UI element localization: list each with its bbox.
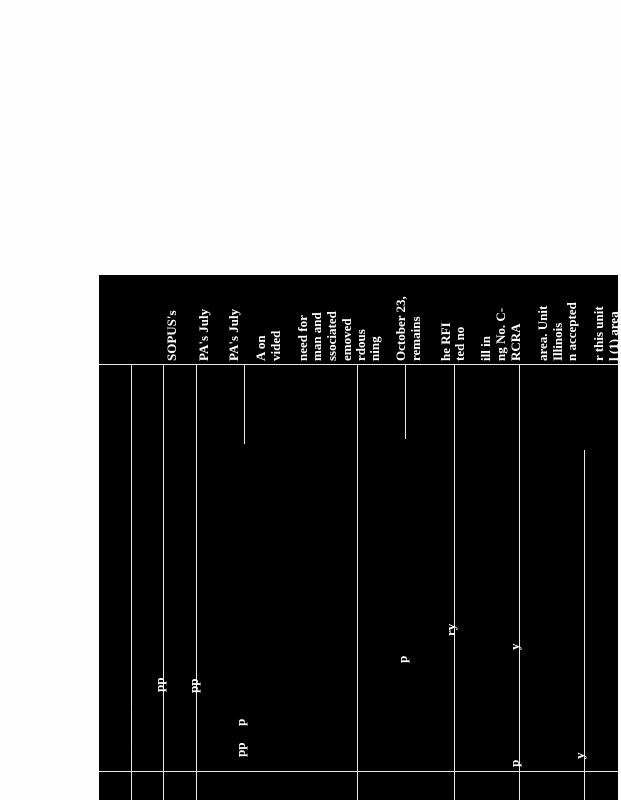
column-divider [131,364,132,800]
header-text: area. Unit [535,305,550,361]
body-fragment: y [507,643,522,650]
header-text: October 23, [393,296,408,361]
column-divider [405,364,406,439]
column-divider [357,364,358,800]
header-text: ted no [452,326,467,361]
column-divider [163,364,164,800]
header-text: he RFI [438,322,453,361]
header-text: ssociated [324,311,339,361]
header-text: SOPUS's [164,310,179,361]
column-divider [244,364,245,444]
column-divider [196,364,197,800]
header-text: PA's July [196,308,211,361]
body-fragment: p [507,759,522,767]
body-fragment: pp [152,677,167,692]
header-text: remains [408,316,423,361]
header-text: ill in [478,336,493,361]
header-text: A on [253,335,268,361]
speck [131,751,132,752]
header-text: PA's July [226,308,241,361]
header-text: vided [268,330,283,361]
header-text: n accepted [564,302,579,361]
column-divider [519,364,520,800]
header-text: ning [367,336,382,361]
header-text: man and [309,312,324,361]
header-text: r this unit [591,306,606,361]
document-table [99,275,621,800]
header-text: RCRA [508,323,523,361]
header-text: ng No. C- [493,307,508,361]
header-text: need for [295,315,310,361]
body-fragment: y [572,752,587,759]
header-text: rdous [353,329,368,361]
body-fragment: pp [233,742,248,757]
column-divider [584,450,585,800]
body-fragment: p [395,655,410,663]
speck [131,707,132,708]
body-fragment: pp [186,678,201,693]
body-fragment: ry [443,623,458,636]
header-divider [99,364,618,365]
header-text: l (1) area [606,311,621,361]
header-text: Illinois [550,322,565,361]
body-fragment: p [233,718,248,726]
column-divider [454,364,455,800]
header-text: emoved [339,318,354,361]
bottom-divider [99,771,618,772]
